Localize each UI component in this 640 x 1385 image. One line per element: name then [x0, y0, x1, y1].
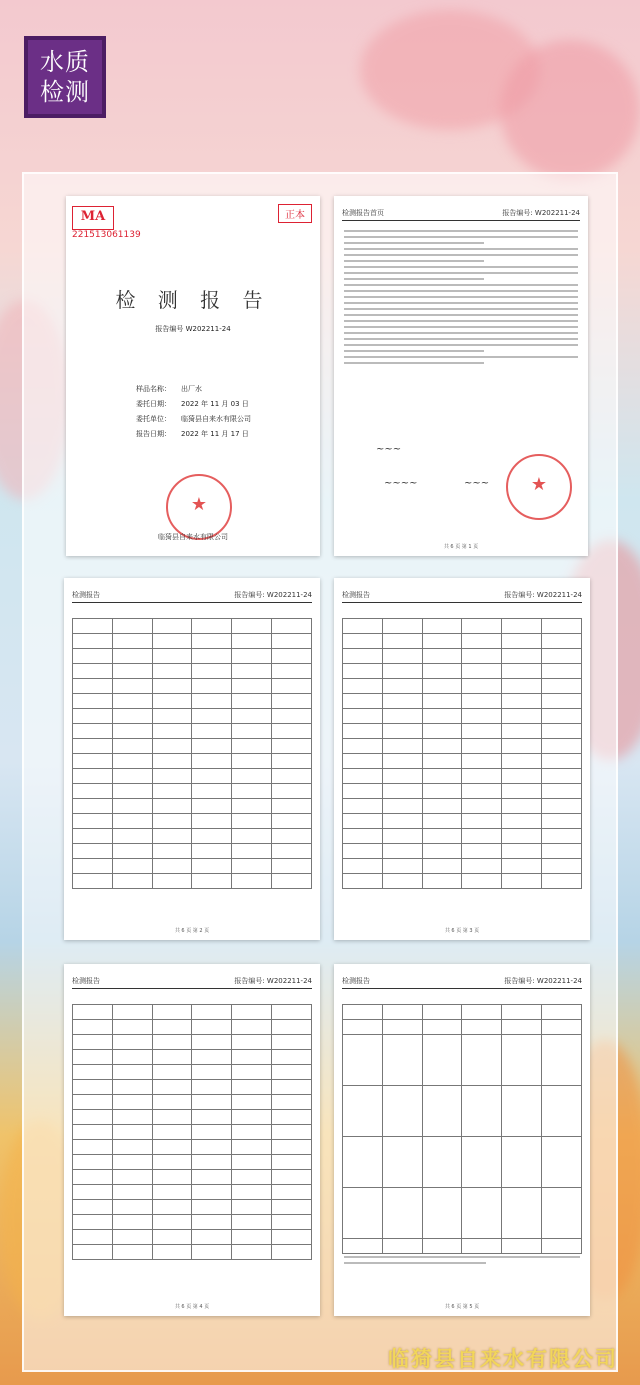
info-label: 样品名称： [136, 385, 171, 393]
original-stamp: 正本 [278, 204, 312, 223]
issuing-company: 临猗县自来水有限公司 [158, 533, 228, 541]
info-row [136, 427, 251, 442]
divider [342, 988, 582, 989]
page-header-title: 检测报告 [72, 977, 100, 985]
page-header [72, 590, 312, 600]
divider [72, 988, 312, 989]
badge-line-2: 检测 [40, 78, 90, 106]
page-header [342, 208, 580, 218]
page-header [342, 976, 582, 986]
page-header-title: 检测报告首页 [342, 209, 384, 217]
blossom-decoration [500, 40, 640, 180]
page-header-number: 报告编号: W202211-24 [502, 209, 580, 217]
page-header-title: 检测报告 [72, 591, 100, 599]
page-header-number: 报告编号: W202211-24 [504, 591, 582, 599]
report-title: 检 测 报 告 [115, 288, 271, 312]
page-header-title: 检测报告 [342, 591, 370, 599]
divider [342, 602, 582, 603]
signature: ~~~ [464, 478, 490, 489]
info-value: 2022 年 11 月 17 日 [181, 430, 249, 438]
cma-logo: MA [72, 206, 114, 230]
category-badge [24, 36, 106, 118]
company-watermark: 临猗县自来水有限公司 [388, 1346, 618, 1371]
cma-number: 221513061139 [72, 230, 141, 240]
info-value: 2022 年 11 月 03 日 [181, 400, 249, 408]
results-table [342, 618, 582, 889]
report-results-page [334, 964, 590, 1316]
badge-line-1: 水质 [40, 48, 90, 76]
page-header [72, 976, 312, 986]
page-header-title: 检测报告 [342, 977, 370, 985]
info-row [136, 412, 251, 427]
report-info [136, 382, 251, 442]
page-footer: 共 6 页 第 4 页 [174, 1304, 210, 1310]
company-seal [166, 474, 232, 540]
signature: ~~~ [376, 444, 402, 455]
report-results-page [334, 578, 590, 940]
info-row [136, 397, 251, 412]
info-value: 临猗县自来水有限公司 [181, 415, 251, 423]
divider [72, 602, 312, 603]
info-label: 报告日期： [136, 430, 171, 438]
report-results-page [64, 578, 320, 940]
report-summary-page [334, 196, 588, 556]
page-header-number: 报告编号: W202211-24 [504, 977, 582, 985]
page-footer: 共 6 页 第 2 页 [174, 928, 210, 934]
report-cover-page [66, 196, 320, 556]
page-header-number: 报告编号: W202211-24 [234, 591, 312, 599]
info-label: 委托日期： [136, 400, 171, 408]
page-footer: 共 6 页 第 3 页 [444, 928, 480, 934]
results-table [342, 1004, 582, 1254]
page-footer: 共 6 页 第 1 页 [443, 544, 479, 550]
page-header [342, 590, 582, 600]
page-header-number: 报告编号: W202211-24 [234, 977, 312, 985]
info-value: 出厂水 [181, 385, 202, 393]
report-results-page [64, 964, 320, 1316]
divider [342, 220, 580, 221]
report-number: 报告编号 W202211-24 [155, 325, 231, 333]
page-footer: 共 6 页 第 5 页 [444, 1304, 480, 1310]
summary-text [344, 226, 578, 368]
results-table [72, 618, 312, 889]
results-table [72, 1004, 312, 1260]
company-seal [506, 454, 572, 520]
notes-text [344, 1252, 580, 1268]
info-label: 委托单位： [136, 415, 171, 423]
signature: ~~~~ [384, 478, 418, 489]
cma-mark [72, 206, 141, 240]
info-row [136, 382, 251, 397]
